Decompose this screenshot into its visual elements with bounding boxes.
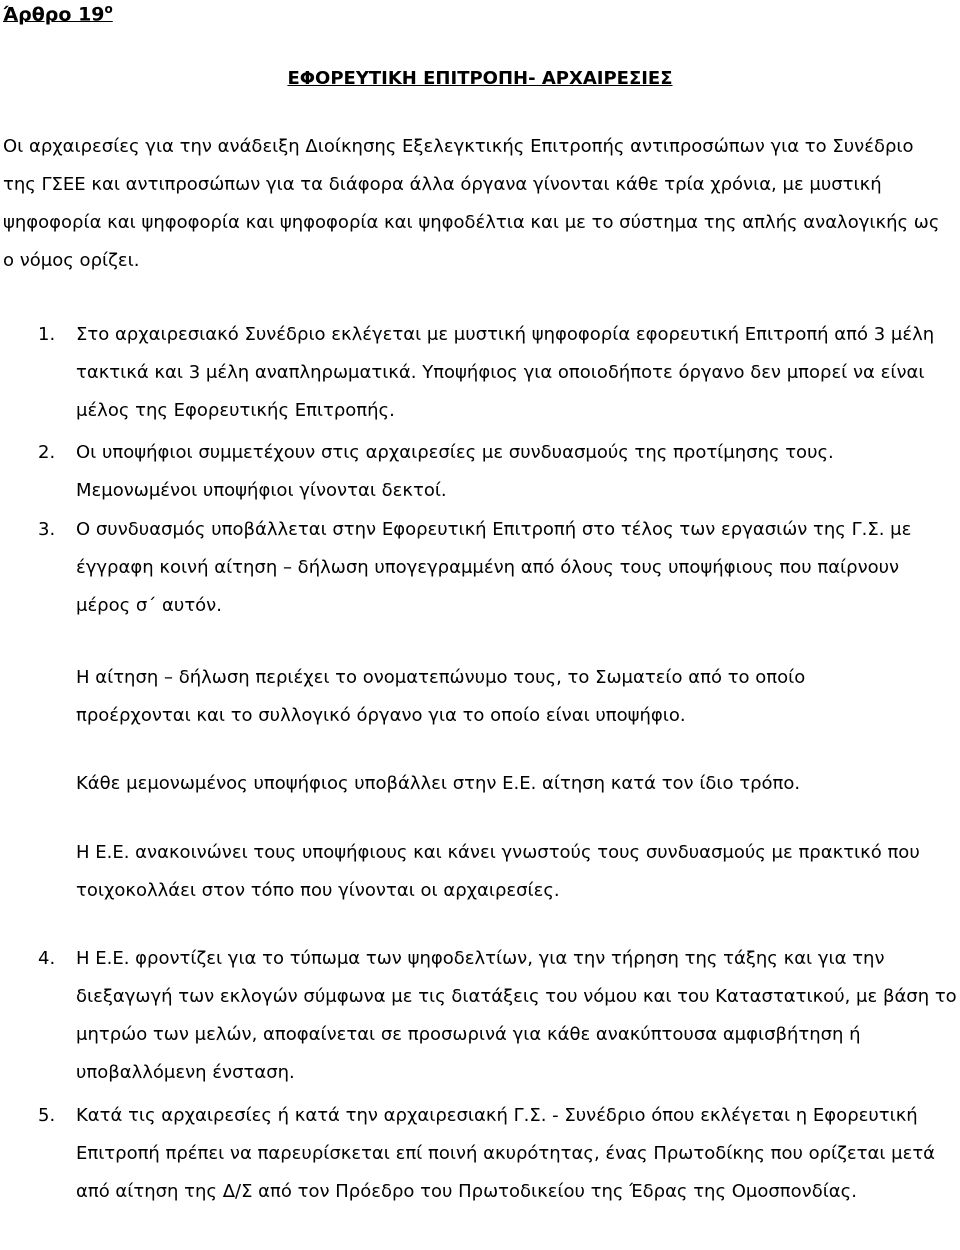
sub-paragraph-announcement: Η Ε.Ε. ανακοινώνει τους υποψήφιους και κάνει γνωστούς τους συνδυασμούς με πρακτικό που τοιχοκολλάει στον τόπο που γίνονται οι αρχαιρεσίες.	[76, 842, 920, 901]
list-number: 1.	[38, 324, 56, 345]
list-text: Οι υποψήφιοι συμμετέχουν στις αρχαιρεσίες με συνδυασμούς της προτίμησης τους. Μεμονωμένοι υποψήφιοι γίνονται δεκτοί.	[76, 442, 834, 501]
sub-paragraph-individual: Κάθε μεμονωμένος υποψήφιος υποβάλλει στην Ε.Ε. αίτηση κατά τον ίδιο τρόπο.	[76, 773, 801, 794]
list-text: Ο συνδυασμός υποβάλλεται στην Εφορευτική Επιτροπή στο τέλος των εργασιών της Γ.Σ. με έγγραφη κοινή αίτηση – δήλωση υπογεγραμμένη από όλους τους υποψήφιους που παίρνουν μέρος σ΄ αυτόν.	[76, 519, 912, 616]
list-item-2	[38, 434, 958, 510]
list-text: Η Ε.Ε. φροντίζει για το τύπωμα των ψηφοδελτίων, για την τήρηση της τάξης και για την διεξαγωγή των εκλογών σύμφωνα με τις διατάξεις του νόμου και του Καταστατικού, με βάση το μητρώο των μελών, αποφαίνεται σε προσωρινά για κάθε ανακύπτουσα αμφισβήτηση ή υποβαλλόμενη ένσταση.	[76, 948, 957, 1083]
list-text: Στο αρχαιρεσιακό Συνέδριο εκλέγεται με μυστική ψηφοφορία εφορευτική Επιτροπή από 3 μέλη τακτικά και 3 μέλη αναπληρωματικά. Υποψήφιος για οποιοδήποτε όργανο δεν μπορεί να είναι μέλος της Εφορευτικής Επιτροπής.	[76, 324, 935, 421]
list-number: 2.	[38, 442, 56, 463]
section-title: ΕΦΟΡΕΥΤΙΚΗ ΕΠΙΤΡΟΠΗ- ΑΡΧΑΙΡΕΣΙΕΣ	[287, 68, 673, 89]
list-item-3	[38, 511, 958, 625]
list-item-5	[38, 1097, 958, 1211]
list-text: Κατά τις αρχαιρεσίες ή κατά την αρχαιρεσιακή Γ.Σ. - Συνέδριο όπου εκλέγεται η Εφορευτική Επιτροπή πρέπει να παρευρίσκεται επί ποινή ακυρότητας, ένας Πρωτοδίκης που ορίζεται μετά από αίτηση της Δ/Σ από τον Πρόεδρο του Πρωτοδικείου της Έδρας της Ομοσπονδίας.	[76, 1105, 936, 1202]
sub-paragraph-application: Η αίτηση – δήλωση περιέχει το ονοματεπώνυμο τους, το Σωματείο από το οποίο προέρχονται και το συλλογικό όργανο για το οποίο είναι υποψήφιο.	[76, 667, 806, 726]
intro-paragraph: Οι αρχαιρεσίες για την ανάδειξη Διοίκησης Εξελεγκτικής Επιτροπής αντιπροσώπων για το Συνέδριο της ΓΣΕΕ και αντιπροσώπων για τα διάφορα άλλα όργανα γίνονται κάθε τρία χρόνια, με μυστική ψηφοφορία και ψηφοφορία και ψηφοφορία και ψηφοδέλτια και με το σύστημα της απλής αναλογικής ως ο νόμος ορίζει.	[3, 136, 940, 271]
list-number: 3.	[38, 519, 56, 540]
article-label: Άρθρο 19	[3, 3, 105, 26]
article-heading	[3, 2, 113, 25]
article-superscript: ο	[104, 2, 113, 16]
list-item-1	[38, 316, 958, 430]
list-number: 5.	[38, 1105, 56, 1126]
list-item-4	[38, 940, 958, 1092]
list-number: 4.	[38, 948, 56, 969]
